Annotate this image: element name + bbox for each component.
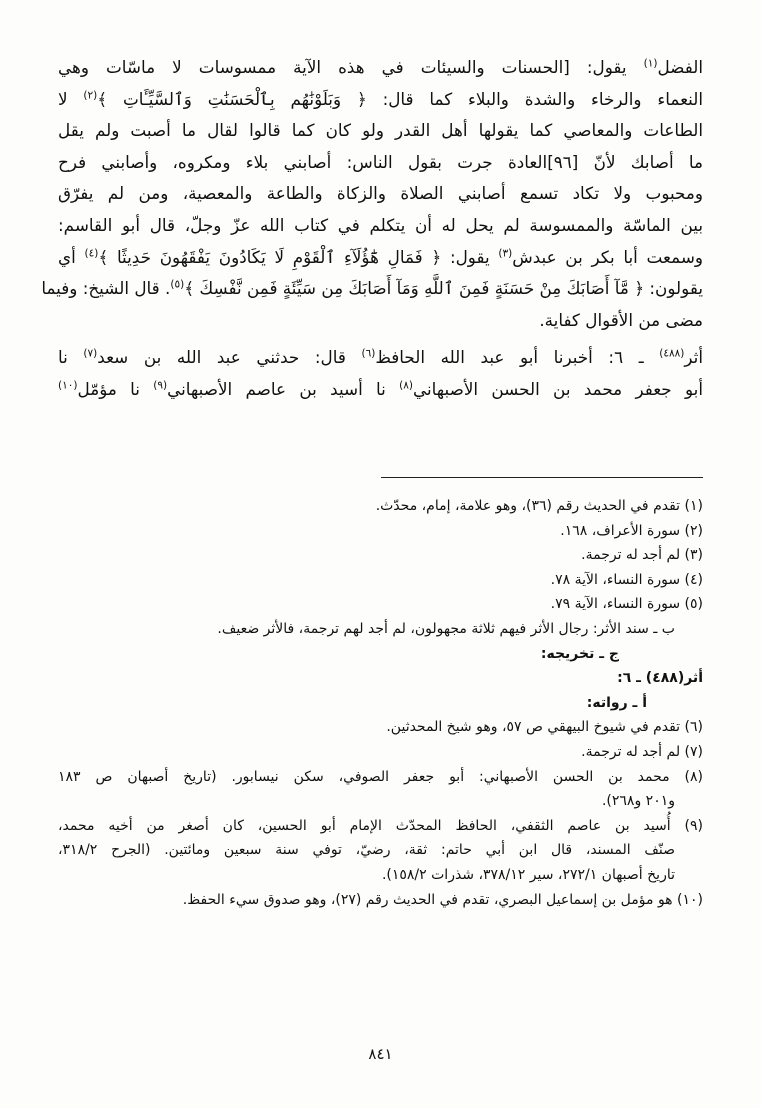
text-line: ومحبوب ولا تكاد تسمع أصابني الصلاة والزكاة والطاعة والمعصية، ومن لم يفرّق (58, 183, 703, 204)
footnote-continuation: و٢٠١ و٢٦٨). (601, 793, 675, 810)
text-line: وسمعت أبا بكر بن عبدش$^{(٣)}$ يقول: ﴿ فَمَالِ هَٰٓؤُلَآءِ ٱلْقَوْمِ لَا يَكَادُونَ يَفْقَهُونَ حَدِيثًا ﴾$^{(٤)}$ أي (58, 246, 703, 267)
footnote: (١) تقدم في الحديث رقم (٣٦)، وهو علامة، إمام، محدّث. (375, 498, 703, 514)
footnote: (١٠) هو مؤمل بن إسماعيل البصري، تقدم في الحديث رقم (٢٧)، وهو صدوق سيء الحفظ. (182, 891, 703, 908)
footnote: (٨) محمد بن الحسن الأصبهاني: أبو جعفر الصوفي، سكن نيسابور. (تاريخ أصبهان ص ١٨٣ (58, 768, 703, 785)
section-note: ب ـ سند الأثر: رجال الأثر فيهم ثلاثة مجهولون، لم أجد لهم ترجمة، فالأثر ضعيف. (217, 620, 675, 637)
section-heading: ج ـ تخريجه: (540, 645, 619, 662)
section-heading: أ ـ رواته: (586, 694, 647, 711)
text-line: النعماء والرخاء والشدة والبلاء كما قال: ﴿ وَبَلَوْنَٰهُم بِٱلْحَسَنَٰتِ وَٱلسَّيِّـَٔاتِ ﴾$^{(٢)}$ لا (58, 88, 704, 109)
text-line: الفضل$^{(١)}$ يقول: [الحسنات والسيئات في هذه الآية ممسوسات لا ماسّات وهي (58, 57, 703, 77)
text-line: مضى من الأقوال كفاية. (539, 309, 703, 330)
footnote: (٧) لم أجد له ترجمة. (581, 743, 703, 760)
text-line: ما أصابك لأنّ [٩٦]العادة جرت بقول الناس: أصابني بلاء ومكروه، وأصابني فرح (58, 151, 704, 172)
footnote: (٦) تقدم في شيوخ البيهقي ص ٥٧، وهو شيخ المحدثين. (386, 719, 703, 736)
footnote-continuation: تاريخ أصبهان ٢٧٢/١، سير ٣٧٨/١٢، شذرات ١٥٨/٢). (381, 866, 675, 883)
footnote: (٢) سورة الأعراف، ١٦٨. (560, 522, 703, 539)
footnote: (٣) لم أجد له ترجمة. (581, 547, 703, 564)
footnote-continuation: صنّف المسند، قال ابن أبي حاتم: ثقة، رضيّ، توفي سنة سبعين ومائتين. (الجرح ٣١٨/٢، (58, 842, 675, 859)
text-line: أبو جعفر محمد بن الحسن الأصبهاني$^{(٨)}$ نا أسيد بن عاصم الأصبهاني$^{(٩)}$ نا مؤمّل$^{(١٠)}$ (58, 378, 704, 399)
text-line: يقولون: ﴿ مَّآ أَصَابَكَ مِنْ حَسَنَةٍ فَمِنَ ٱللَّهِ وَمَآ أَصَابَكَ مِن سَيِّئَةٍ فَمِن نَّفْسِكَ ﴾$^{(٥)}$. قال الشيخ: وفيما (41, 278, 703, 299)
footnote: (٤) سورة النساء، الآية ٧٨. (550, 571, 703, 588)
main-text (41, 52, 704, 406)
footnote: (٥) سورة النساء، الآية ٧٩. (550, 596, 703, 613)
footnotes (58, 494, 703, 912)
text-line: بين الماسّة والممسوسة لم يحل له أن يتكلم في كتاب الله عزّ وجلّ، قال أبو القاسم: (58, 214, 703, 235)
page-number: ٨٤١ (368, 1045, 393, 1063)
text-line: الطاعات والمعاصي كما يقولها أهل القدر ولو كان كما قالوا لقال ما أصبت ولم يقل (58, 120, 703, 141)
footnote: (٩) أُسيد بن عاصم الثقفي، الحافظ المحدّث الإمام أبو الحسين، كان أصغر من أخيه محمد، (58, 817, 703, 834)
athar-heading-line: أثر$^{(٤٨٨)}$ ـ ٦: أخبرنا أبو عبد الله الحافظ$^{(٦)}$ قال: حدثني عبد الله بن سعد$^{(٧)}$ نا (58, 347, 703, 368)
footnote-separator (381, 477, 703, 478)
section-heading: أثر(٤٨٨) ـ ٦: (617, 670, 703, 687)
